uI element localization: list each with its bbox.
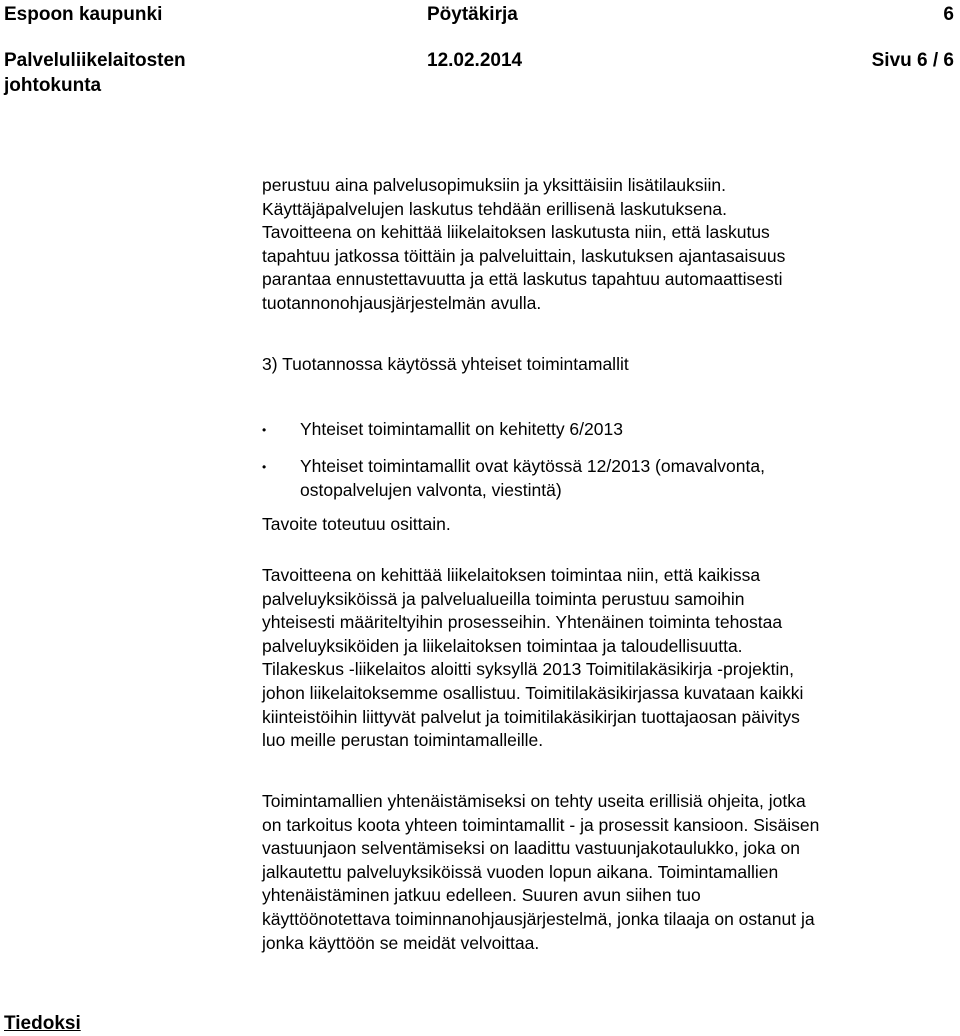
text-line: palveluyksiköiden ja liikelaitoksen toimintaa ja taloudellisuutta. — [262, 635, 743, 656]
text-line: parantaa ennustettavuutta ja että laskutus tapahtuu automaattisesti — [262, 269, 783, 290]
text-line: kiinteistöihin liittyvät palvelut ja toimitilakäsikirjan tuottajaosan päivitys — [262, 706, 800, 727]
text-line: käyttöönotettava toiminnanohjausjärjestelmä, jonka tilaaja on ostanut ja — [262, 908, 815, 929]
text-line: jalkautettu palveluyksiköissä vuoden lopun aikana. Toimintamallien — [262, 861, 779, 882]
bullet-marker: • — [262, 460, 267, 474]
text-line: Tavoitteena on kehittää liikelaitoksen laskutusta niin, että laskutus — [262, 222, 770, 243]
body-name-line2: johtokunta — [4, 75, 102, 96]
org-name: Espoon kaupunki — [4, 4, 163, 25]
bullet-text: Yhteiset toimintamallit ovat käytössä 12/2013 (omavalvonta, — [300, 456, 765, 476]
text-line: Tavoitteena on kehittää liikelaitoksen toimintaa niin, että kaikissa — [262, 565, 761, 585]
goal-status: Tavoite toteutuu osittain. — [262, 514, 451, 534]
section-number: 6 — [943, 4, 954, 25]
text-line: Toimintamallien yhtenäistämiseksi on tehty useita erillisiä ohjeita, jotka — [262, 791, 806, 811]
page-number: Sivu 6 / 6 — [871, 50, 954, 71]
bullet-text: ostopalvelujen valvonta, viestintä) — [300, 480, 562, 500]
paragraph-operating-models — [262, 790, 960, 955]
section-heading: 3) Tuotannossa käytössä yhteiset toimintamallit — [262, 354, 629, 374]
document-type: Pöytäkirja — [427, 4, 518, 25]
text-line: jonka käyttöön se meidät velvoittaa. — [262, 932, 540, 953]
text-line: palveluyksiköissä ja palvelualueilla toiminta perustuu samoihin — [262, 588, 745, 609]
text-line: tuotannonohjausjärjestelmän avulla. — [262, 292, 542, 313]
bullet-text: Yhteiset toimintamallit on kehitetty 6/2013 — [300, 419, 623, 439]
text-line: vastuunjaon selventämiseksi on laadittu vastuunjakotaulukko, joka on — [262, 838, 800, 859]
text-line: Käyttäjäpalvelujen laskutus tehdään erillisenä laskutuksena. — [262, 198, 728, 219]
meeting-date: 12.02.2014 — [427, 50, 523, 71]
text-line: perustuu aina palvelusopimuksiin ja yksittäisiin lisätilauksiin. — [262, 175, 726, 195]
text-line: Tilakeskus -liikelaitos aloitti syksyllä 2013 Toimitilakäsikirja -projektin, — [262, 659, 794, 680]
distribution-heading: Tiedoksi — [4, 1013, 81, 1034]
text-line: yhtenäistäminen jatkuu edelleen. Suuren avun siihen tuo — [262, 885, 701, 906]
bullet-marker: • — [262, 423, 267, 437]
paragraph-billing — [262, 174, 960, 316]
body-name-line1: Palveluliikelaitosten — [4, 50, 186, 71]
text-line: luo meille perustan toimintamalleille. — [262, 730, 544, 751]
text-line: on tarkoitus koota yhteen toimintamallit - ja prosessit kansioon. Sisäisen — [262, 814, 820, 835]
text-line: yhteisesti määriteltyihin prosesseihin. Yhtenäinen toiminta tehostaa — [262, 612, 783, 633]
text-line: tapahtuu jatkossa töittäin ja palveluittain, laskutuksen ajantasaisuus — [262, 245, 786, 266]
text-line: johon liikelaitoksemme osallistuu. Toimitilakäsikirjassa kuvataan kaikki — [262, 682, 804, 703]
paragraph-operations — [262, 564, 960, 753]
